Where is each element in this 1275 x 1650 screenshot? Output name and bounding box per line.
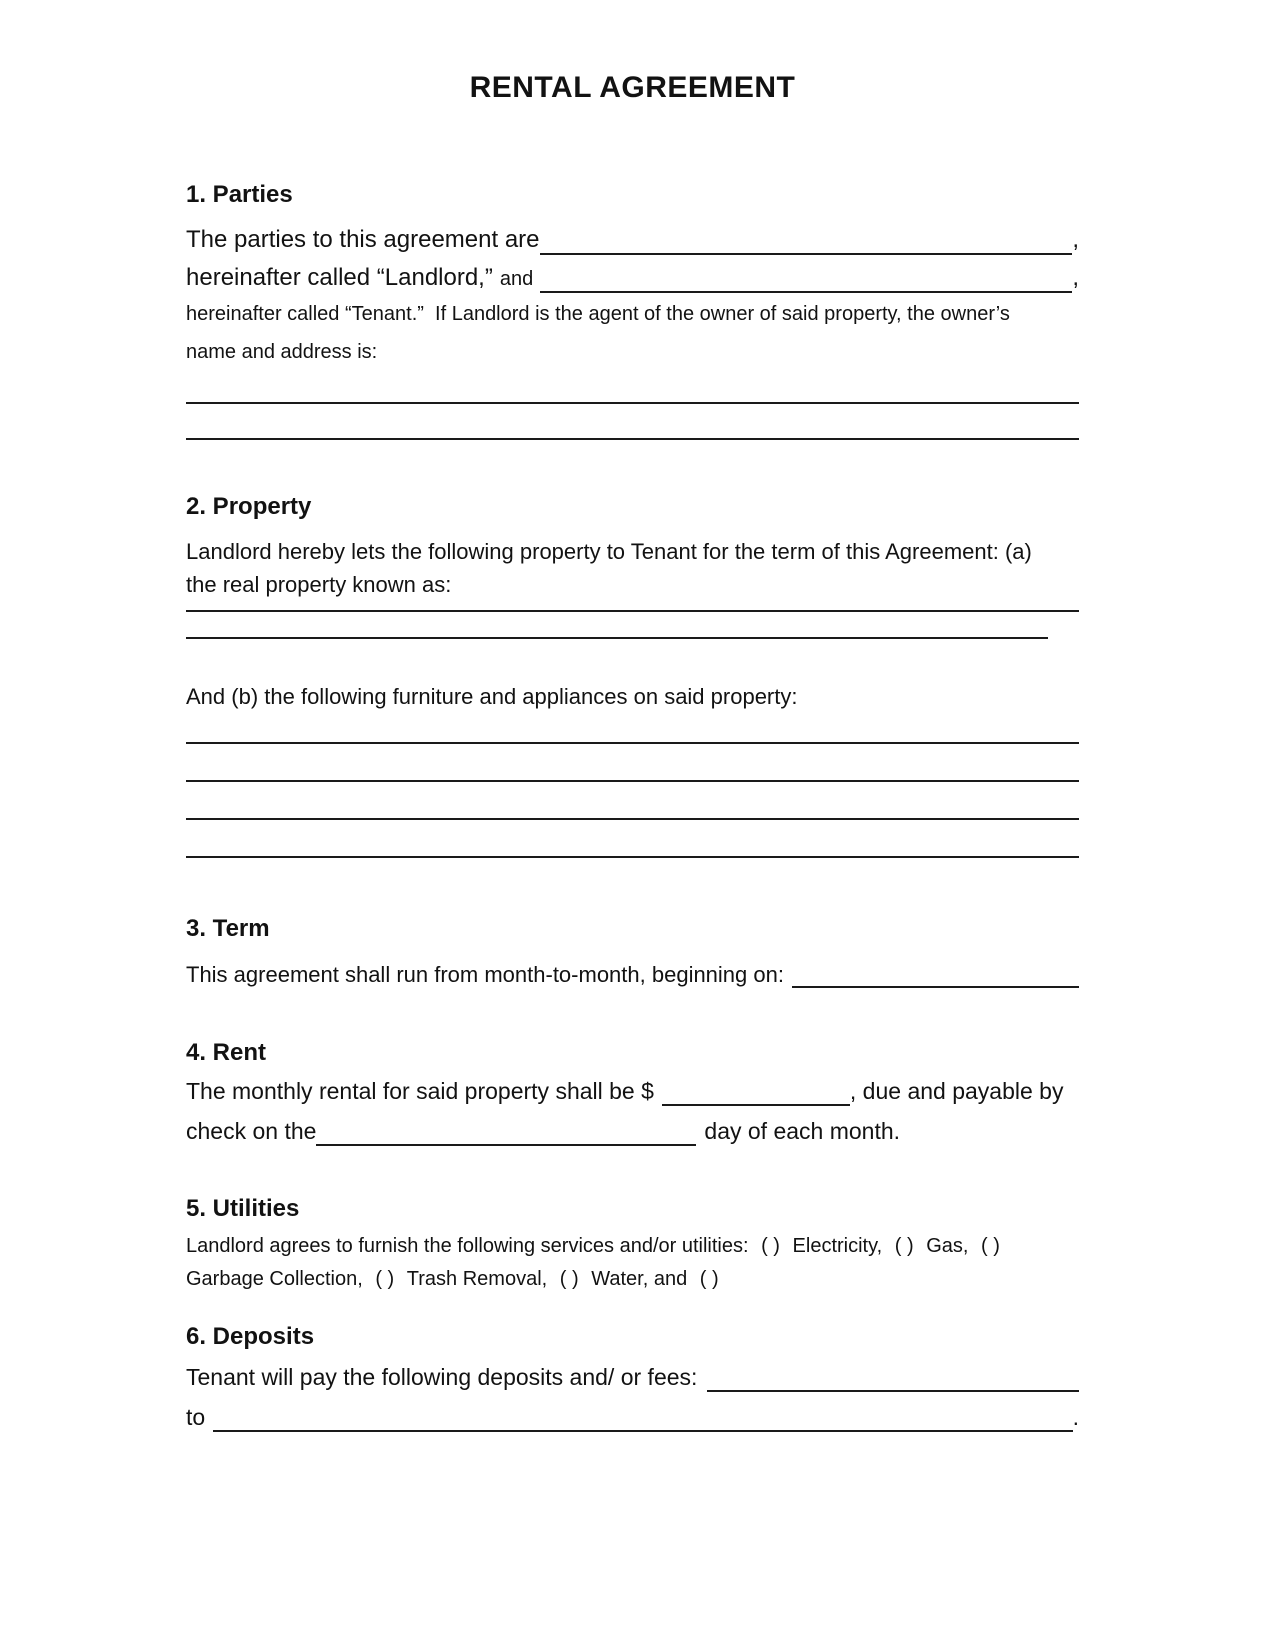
- furniture-blank-3[interactable]: [186, 790, 1079, 820]
- section-heading-rent: 4. Rent: [186, 1039, 267, 1066]
- rent-due-day-blank[interactable]: [316, 1116, 696, 1146]
- parties-line1-comma: ,: [1072, 226, 1079, 253]
- term-start-date-blank[interactable]: [792, 958, 1079, 988]
- parties-line2-text: hereinafter called “Landlord,”: [186, 264, 493, 291]
- deposits-payee-blank[interactable]: [213, 1402, 1072, 1432]
- trash-removal-checkbox[interactable]: ( ): [375, 1268, 395, 1290]
- utilities-item-garbage: Garbage Collection,: [186, 1268, 363, 1290]
- other-utility-checkbox[interactable]: ( ): [699, 1268, 719, 1290]
- property-address-blank-1[interactable]: [186, 582, 1079, 612]
- utilities-item-water: Water, and: [591, 1268, 688, 1290]
- water-checkbox[interactable]: ( ): [559, 1268, 579, 1290]
- parties-line2-and: and: [499, 268, 534, 290]
- deposits-line2-prefix: to: [186, 1404, 206, 1430]
- property-address-blank-2[interactable]: [186, 609, 1048, 639]
- deposits-line2-period: .: [1072, 1404, 1079, 1430]
- furniture-intro-line: And (b) the following furniture and appliances on said property:: [186, 684, 798, 709]
- garbage-collection-checkbox[interactable]: ( ): [981, 1235, 1000, 1257]
- furniture-blank-1[interactable]: [186, 714, 1079, 744]
- electricity-checkbox[interactable]: ( ): [761, 1235, 780, 1257]
- utilities-line-1: [186, 1230, 1079, 1263]
- property-para-line-2: the real property known as:: [186, 572, 452, 597]
- parties-line-1: [186, 225, 1079, 255]
- owner-name-address-blank-1[interactable]: [186, 374, 1079, 404]
- parties-line1-text: The parties to this agreement are: [186, 226, 540, 253]
- property-para-line-1: Landlord hereby lets the following property to Tenant for the term of this Agreement: (a): [186, 539, 1032, 564]
- section-heading-parties: 1. Parties: [186, 181, 293, 208]
- parties-line2-comma: ,: [1072, 264, 1079, 291]
- rent-amount-blank[interactable]: [662, 1076, 850, 1106]
- parties-line-2: [186, 263, 1079, 293]
- rent-line1-prefix: The monthly rental for said property shall be $: [186, 1078, 654, 1104]
- term-line-text: This agreement shall run from month-to-month, beginning on:: [186, 962, 784, 987]
- deposits-line-1: [186, 1362, 1079, 1392]
- deposits-line1-text: Tenant will pay the following deposits and/ or fees:: [186, 1364, 698, 1390]
- rent-line-2: [186, 1116, 1079, 1146]
- utilities-intro: Landlord agrees to furnish the following services and/or utilities:: [186, 1235, 749, 1257]
- landlord-name-blank[interactable]: [540, 225, 1073, 255]
- parties-line-4: name and address is:: [186, 341, 378, 363]
- section-heading-term: 3. Term: [186, 915, 270, 942]
- gas-checkbox[interactable]: ( ): [894, 1235, 914, 1257]
- utilities-item-gas: Gas,: [926, 1235, 969, 1257]
- page-title: RENTAL AGREEMENT: [469, 71, 796, 104]
- term-line: [186, 958, 1079, 988]
- parties-line-3: hereinafter called “Tenant.” If Landlord is the agent of the owner of said property, the owner’s: [186, 303, 1010, 325]
- section-heading-property: 2. Property: [186, 493, 312, 520]
- owner-name-address-blank-2[interactable]: [186, 410, 1079, 440]
- rent-line-1: [186, 1076, 1079, 1106]
- tenant-name-blank[interactable]: [540, 263, 1072, 293]
- section-heading-utilities: 5. Utilities: [186, 1195, 300, 1222]
- deposits-fees-blank[interactable]: [707, 1362, 1079, 1392]
- utilities-item-trash: Trash Removal,: [406, 1268, 548, 1290]
- furniture-blank-4[interactable]: [186, 828, 1079, 858]
- deposits-line-2: [186, 1402, 1079, 1432]
- rent-line2-suffix: day of each month.: [704, 1118, 901, 1144]
- utilities-line-2: [186, 1263, 1079, 1296]
- section-heading-deposits: 6. Deposits: [186, 1323, 315, 1350]
- utilities-item-electricity: Electricity,: [792, 1235, 883, 1257]
- rent-line1-suffix: , due and payable by: [849, 1078, 1064, 1104]
- furniture-blank-2[interactable]: [186, 752, 1079, 782]
- rent-line2-prefix: check on the: [186, 1118, 317, 1144]
